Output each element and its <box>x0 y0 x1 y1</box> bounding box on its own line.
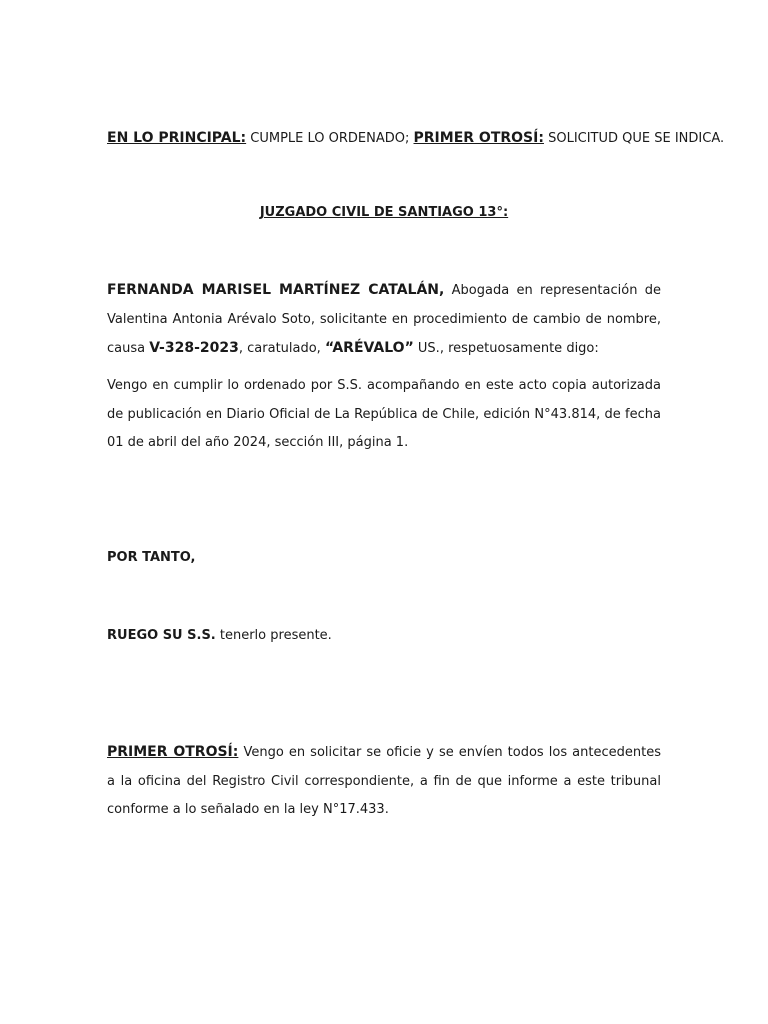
attorney-name: FERNANDA MARISEL MARTÍNEZ CATALÁN, <box>107 282 445 298</box>
case-caption: “ARÉVALO” <box>324 340 414 356</box>
por-tanto: POR TANTO, <box>107 550 196 565</box>
ruego-paragraph <box>107 622 661 651</box>
ruego-label: RUEGO SU S.S. <box>107 628 216 643</box>
intro-text-3: US., respetuosamente digo: <box>413 341 599 356</box>
intro-text-2: , caratulado, <box>238 341 325 356</box>
case-number: V-328-2023 <box>149 340 239 356</box>
otrosi-paragraph-text: Vengo en solicitar se oficie y se envíen todos los antecedentes a la oficina del Registro Civil correspondiente, a fin de que informe a este tribunal conforme a lo señalado en la ley N°17.433. <box>107 745 661 817</box>
sumilla <box>107 124 725 154</box>
main-request-paragraph: Vengo en cumplir lo ordenado por S.S. acompañando en este acto copia autorizada de publicación en Diario Oficial de La República de Chile, edición N°43.814, de fecha 01 de abril del año 2024, sección III, página 1. <box>107 378 661 450</box>
otrosi-paragraph <box>107 738 661 825</box>
otrosi-label: PRIMER OTROSÍ: <box>413 130 544 146</box>
ruego-text: tenerlo presente. <box>215 628 332 643</box>
principal-text: CUMPLE LO ORDENADO; <box>246 131 414 146</box>
intro-paragraph <box>107 276 661 364</box>
otrosi-text: SOLICITUD QUE SE INDICA. <box>543 131 725 146</box>
court-heading: JUZGADO CIVIL DE SANTIAGO 13°: <box>259 205 509 220</box>
intro-text-1: Abogada en representación de Valentina Antonia Arévalo Soto, solicitante en procedimiento de cambio de nombre, causa <box>107 283 662 356</box>
otrosi-paragraph-label: PRIMER OTROSÍ: <box>107 744 239 760</box>
principal-label: EN LO PRINCIPAL: <box>107 130 247 146</box>
